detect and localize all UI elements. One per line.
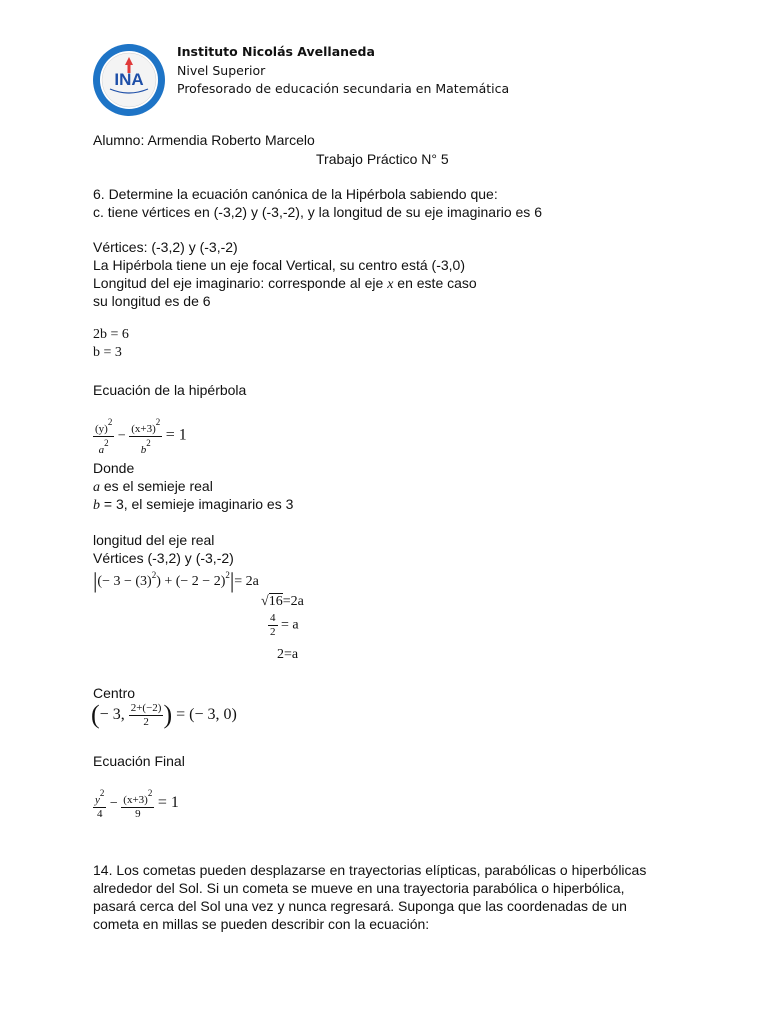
problem-14-line-3: pasará cerca del Sol una vez y nunca regresará. Suponga que las coordenadas de un [93, 898, 627, 914]
length-line: su longitud es de 6 [93, 293, 211, 309]
problem-14-line-1: 14. Los cometas pueden desplazarse en trayectorias elípticas, parabólicas o hiperbólicas [93, 862, 647, 878]
vertices-line: Vértices: (-3,2) y (-3,-2) [93, 239, 238, 255]
final-equation: $\frac{y^2}{4}$ − $\frac{(x+3)^2}{9}$ = 1 [95, 788, 179, 820]
problem-6-line-1: 6. Determine la ecuación canónica de la Hipérbola sabiendo que: [93, 186, 498, 202]
donde-label: Donde [93, 460, 135, 476]
student-name: Alumno: Armendia Roberto Marcelo [93, 132, 315, 148]
two-equals-a: 2=a [277, 647, 299, 662]
equation-b: b = 3 [93, 345, 122, 360]
final-equation-label: Ecuación Final [93, 753, 185, 769]
doc-title: Trabajo Práctico N° 5 [316, 151, 449, 167]
b-definition: b = 3, el semieje imaginario es 3 [93, 496, 294, 513]
problem-14-line-4: cometa en millas se pueden describir con la ecuación: [93, 916, 430, 932]
imaginary-axis-line: Longitud del eje imaginario: corresponde al eje x en este caso [93, 275, 477, 292]
a-definition: a es el semieje real [93, 478, 213, 495]
hyperbola-equation-label: Ecuación de la hipérbola [93, 382, 247, 398]
sqrt-16-equation: √16=2a [261, 594, 304, 609]
logo-letters: INA [114, 70, 144, 89]
centro-equation: (− 3, $\frac{2+(-2)}{2}$ ) = (− 3, 0) [91, 700, 237, 729]
problem-6-line-2: c. tiene vértices en (-3,2) y (-3,-2), y la longitud de su eje imaginario es 6 [93, 204, 542, 220]
institution-name: Instituto Nicolás Avellaneda [177, 44, 375, 59]
institution-program: Profesorado de educación secundaria en Matemática [177, 81, 510, 96]
fraction-y-over-a: $\frac{(y)^2}{a^2}$ [95, 417, 113, 456]
problem-14-line-2: alrededor del Sol. Si un cometa se mueve en una trayectoria parabólica o hiperbólica, [93, 880, 625, 896]
centro-label: Centro [93, 685, 136, 701]
fraction-x-over-b: $\frac{(x+3)^2}{b^2}$ [131, 417, 161, 456]
institution-level: Nivel Superior [177, 63, 266, 78]
real-axis-label: longitud del eje real [93, 532, 215, 548]
institute-logo [92, 43, 166, 117]
vertices-line-2: Vértices (-3,2) y (-3,-2) [93, 550, 234, 566]
equation-2b: 2b = 6 [93, 327, 129, 342]
hyperbola-general-equation: $\frac{(y)^2}{a^2}$ − $\frac{(x+3)^2}{b^2}$ = 1 [95, 417, 187, 456]
distance-equation: |(− $3 - (3)^2$) + (− 2 − 2)$^2$|= 2a [93, 568, 259, 593]
four-over-two-equation: $\frac{4}{2}$ = a [270, 612, 299, 638]
focal-axis-line: La Hipérbola tiene un eje focal Vertical, su centro está (-3,0) [93, 257, 465, 273]
